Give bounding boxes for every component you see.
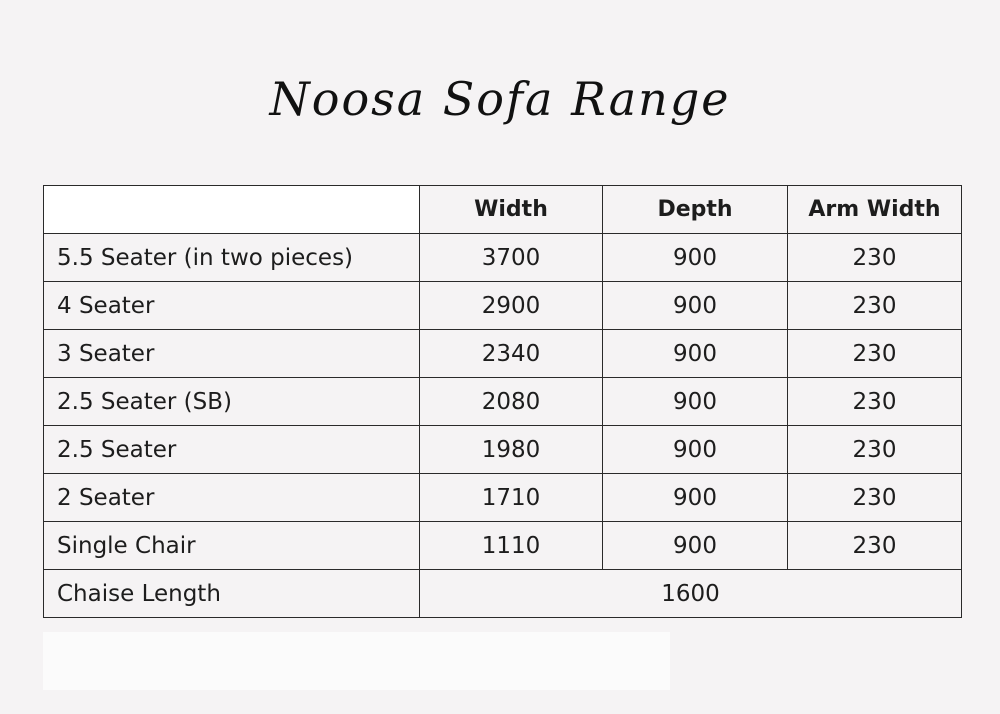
- row-depth: 900: [603, 234, 788, 282]
- row-width: 2900: [420, 282, 603, 330]
- row-depth: 900: [603, 474, 788, 522]
- row-depth: 900: [603, 378, 788, 426]
- row-name: 2.5 Seater (SB): [44, 378, 420, 426]
- table-header-row: [44, 186, 962, 234]
- row-arm-width: 230: [788, 234, 962, 282]
- header-arm-width: Arm Width: [788, 186, 962, 234]
- chaise-length-value: 1600: [420, 570, 962, 618]
- row-arm-width: 230: [788, 522, 962, 570]
- row-depth: 900: [603, 282, 788, 330]
- chaise-length-row: [44, 570, 962, 618]
- row-depth: 900: [603, 426, 788, 474]
- row-arm-width: 230: [788, 330, 962, 378]
- row-name: 2 Seater: [44, 474, 420, 522]
- row-width: 1110: [420, 522, 603, 570]
- row-width: 1710: [420, 474, 603, 522]
- row-width: 2080: [420, 378, 603, 426]
- header-blank: [44, 186, 420, 234]
- row-arm-width: 230: [788, 426, 962, 474]
- row-name: Single Chair: [44, 522, 420, 570]
- table-row: [44, 474, 962, 522]
- row-depth: 900: [603, 330, 788, 378]
- row-arm-width: 230: [788, 282, 962, 330]
- header-width: Width: [420, 186, 603, 234]
- header-depth: Depth: [603, 186, 788, 234]
- table-row: [44, 426, 962, 474]
- page-title: Noosa Sofa Range: [269, 72, 731, 126]
- table-row: [44, 234, 962, 282]
- row-name: 2.5 Seater: [44, 426, 420, 474]
- row-width: 3700: [420, 234, 603, 282]
- row-arm-width: 230: [788, 378, 962, 426]
- table-row: [44, 330, 962, 378]
- row-depth: 900: [603, 522, 788, 570]
- row-arm-width: 230: [788, 474, 962, 522]
- table-row: [44, 282, 962, 330]
- blank-panel: [43, 632, 670, 690]
- table-row: [44, 378, 962, 426]
- row-name: 5.5 Seater (in two pieces): [44, 234, 420, 282]
- row-width: 1980: [420, 426, 603, 474]
- row-width: 2340: [420, 330, 603, 378]
- chaise-length-label: Chaise Length: [44, 570, 420, 618]
- dimensions-table: [43, 185, 962, 618]
- row-name: 4 Seater: [44, 282, 420, 330]
- table-row: [44, 522, 962, 570]
- row-name: 3 Seater: [44, 330, 420, 378]
